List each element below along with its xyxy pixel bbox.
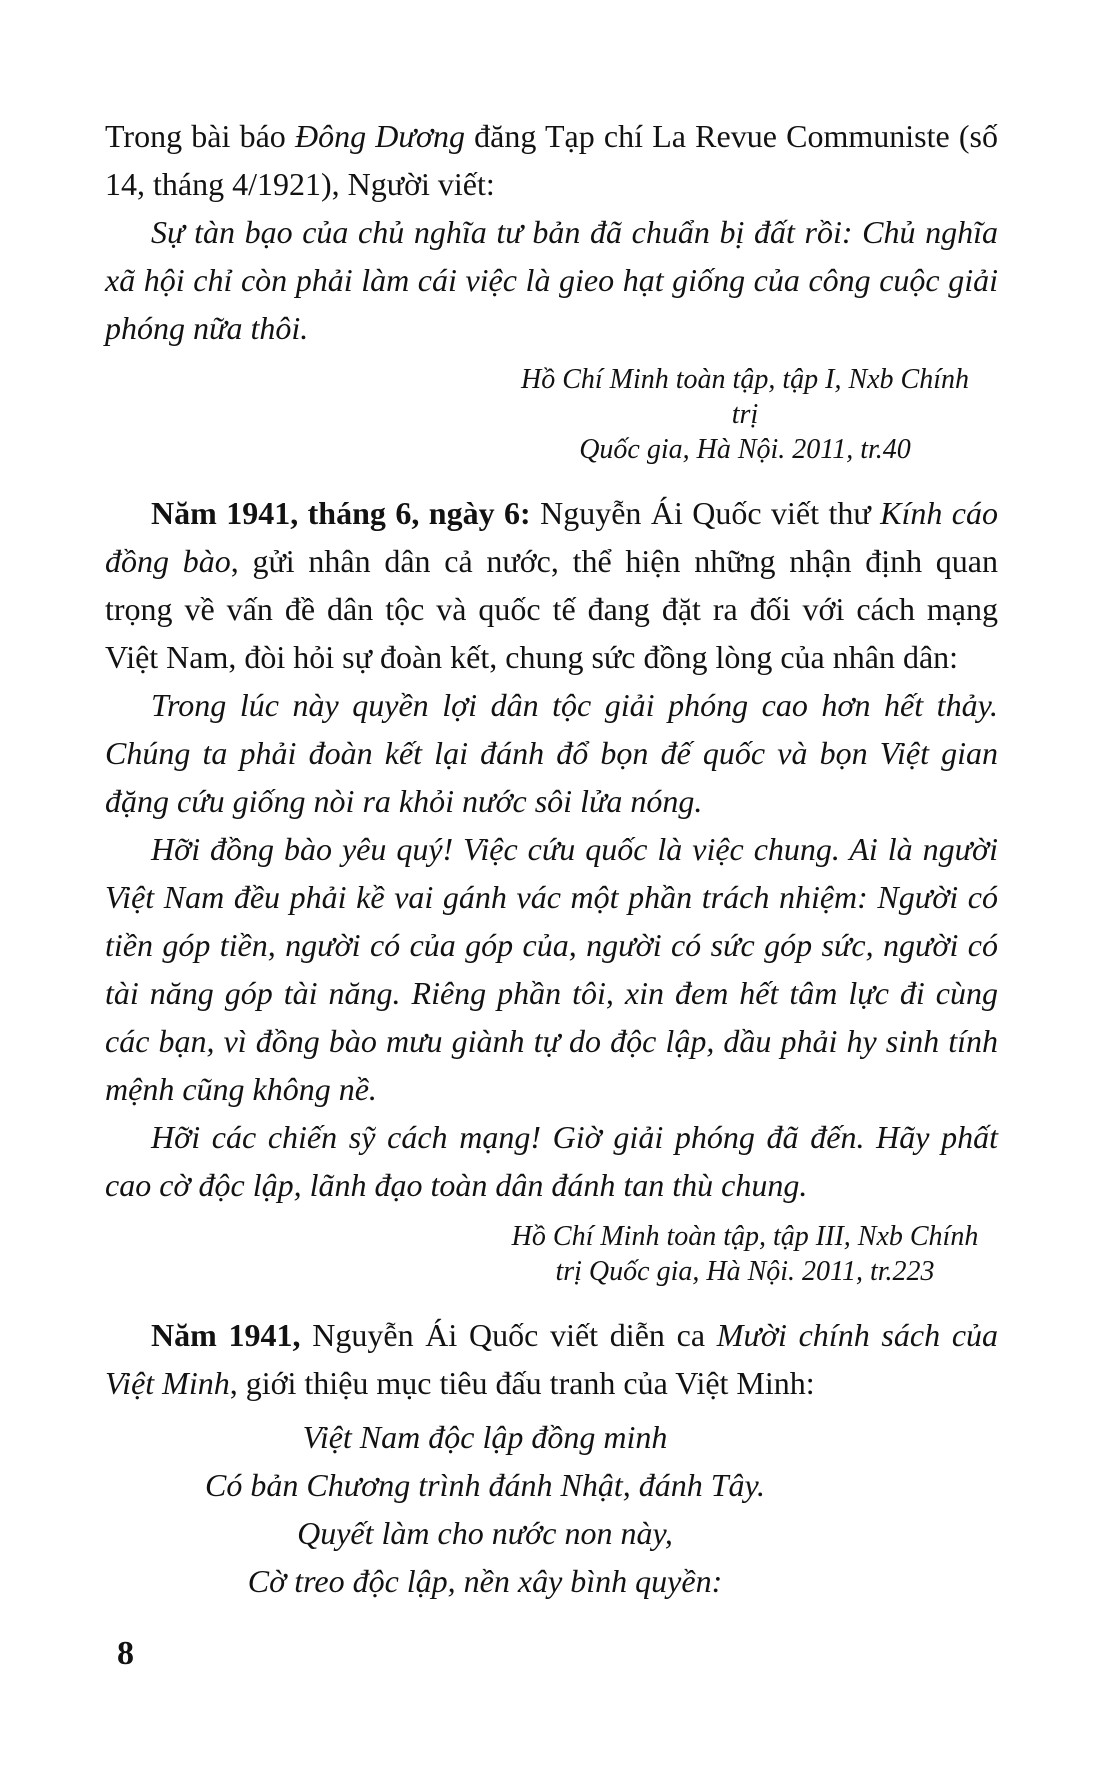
text-run-date-heading: Năm 1941, — [151, 1317, 313, 1353]
text-run-article-title: Đông Dương — [294, 118, 465, 154]
page-number: 8 — [117, 1635, 134, 1672]
poem-line-3: Quyết làm cho nước non này, — [297, 1515, 673, 1551]
citation-line-2: trị Quốc gia, Hà Nội. 2011, tr.223 — [555, 1256, 935, 1287]
citation-line-2: Quốc gia, Hà Nội. 2011, tr.40 — [579, 434, 911, 465]
text-run: Trong bài báo — [105, 118, 295, 154]
citation-2 — [510, 1219, 980, 1289]
text-run: Nguyễn Ái Quốc viết diễn ca — [312, 1317, 717, 1353]
quote-paragraph-4: Hỡi các chiến sỹ cách mạng! Giờ giải phóng đã đến. Hãy phất cao cờ độc lập, lãnh đạo toàn dân đánh tan thù chung. — [105, 1119, 998, 1203]
text-run: , giới thiệu mục tiêu đấu tranh của Việt Minh: — [229, 1365, 815, 1401]
text-run-letter-title: Kính cáo đồng bào — [105, 495, 998, 579]
poem-line-1: Việt Nam độc lập đồng minh — [302, 1419, 668, 1455]
quote-paragraph-3: Hỡi đồng bào yêu quý! Việc cứu quốc là việc chung. Ai là người Việt Nam đều phải kề vai gánh vác một phần trách nhiệm: Người có tiền góp tiền, người có của góp của, người có sức góp sức, người có tài năng góp tài năng. Riêng phần tôi, xin đem hết tâm lực đi cùng các bạn, vì đồng bào mưu giành tự do độc lập, dầu phải hy sinh tính mệnh cũng không nề. — [105, 831, 998, 1107]
paragraph-1941 — [105, 1311, 998, 1407]
text-run: Nguyễn Ái Quốc viết thư — [540, 495, 881, 531]
text-run-work-title: Mười chính sách của Việt Minh — [105, 1317, 999, 1401]
quote-paragraph-1: Sự tàn bạo của chủ nghĩa tư bản đã chuẩn bị đất rồi: Chủ nghĩa xã hội chỉ còn phải làm cái việc là gieo hạt giống của công cuộc giải phóng nữa thôi. — [105, 214, 998, 346]
citation-line-1: Hồ Chí Minh toàn tập, tập III, Nxb Chính — [511, 1221, 979, 1252]
poem-line-4: Cờ treo độc lập, nền xây bình quyền: — [247, 1563, 723, 1599]
text-run-date-heading: Năm 1941, tháng 6, ngày 6: — [151, 495, 541, 531]
text-run: , gửi nhân dân cả nước, thể hiện những nhận định quan trọng về vấn đề dân tộc và quốc tế đang đặt ra đối với cách mạng Việt Nam, đòi hỏi sự đoàn kết, chung sức đồng lòng của nhân dân: — [105, 543, 999, 675]
citation-1 — [510, 362, 980, 467]
paragraph-intro — [105, 112, 998, 208]
poem-line-2: Có bản Chương trình đánh Nhật, đánh Tây. — [205, 1467, 765, 1503]
poem-block — [105, 1413, 865, 1605]
quote-paragraph-2: Trong lúc này quyền lợi dân tộc giải phóng cao hơn hết thảy. Chúng ta phải đoàn kết lại đánh đổ bọn đế quốc và bọn Việt gian đặng cứu giống nòi ra khỏi nước sôi lửa nóng. — [105, 687, 998, 819]
text-run: đăng Tạp chí La Revue Communiste (số 14, tháng 4/1921), Người viết: — [105, 118, 998, 202]
citation-line-1: Hồ Chí Minh toàn tập, tập I, Nxb Chính trị — [521, 364, 969, 430]
paragraph-1941-june — [105, 489, 998, 681]
